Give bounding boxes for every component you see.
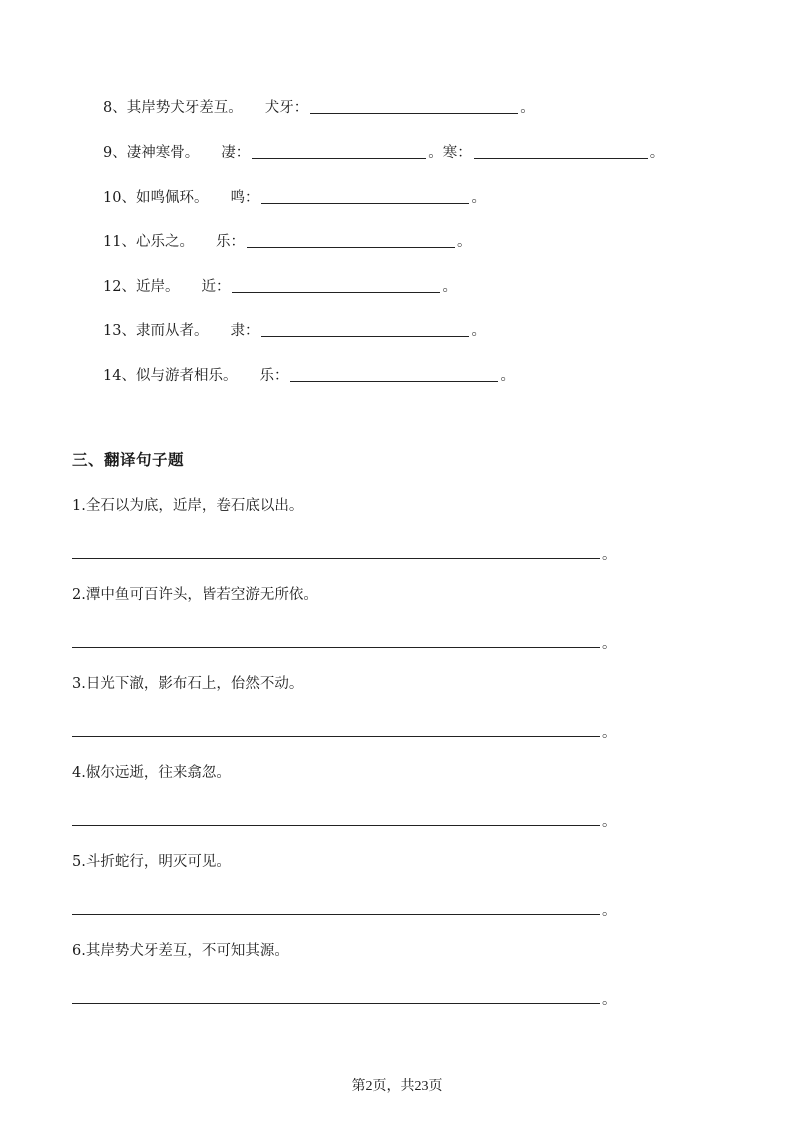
section-title: 三、翻译句子题 xyxy=(72,451,185,469)
answer-end-period: 。 xyxy=(602,903,617,919)
vocab-term: 近： xyxy=(201,279,231,295)
answer-end-period: 。 xyxy=(602,636,617,652)
vocab-sentence: 14、似与游者相乐。 xyxy=(103,368,238,384)
answer-blank[interactable] xyxy=(247,247,455,248)
vocab-period: 。 xyxy=(520,100,535,116)
translation-question-6: 6.其岸势犬牙差互，不可知其源。 xyxy=(72,943,289,959)
vocab-sentence: 12、近岸。 xyxy=(103,279,180,295)
vocab-item-9 xyxy=(103,139,664,163)
vocab-sentence: 11、心乐之。 xyxy=(103,234,194,250)
answer-line-3[interactable] xyxy=(72,736,600,737)
vocab-sentence: 9、凄神寒骨。 xyxy=(103,145,200,161)
vocab-item-11 xyxy=(103,228,471,252)
translation-question-5: 5.斗折蛇行，明灭可见。 xyxy=(72,854,231,870)
vocab-item-13 xyxy=(103,317,486,341)
page-footer: 第2页，共23页 xyxy=(351,1079,443,1094)
vocab-term: 鸣： xyxy=(230,190,260,206)
translation-question-3: 3.日光下澈，影布石上，佁然不动。 xyxy=(72,676,304,692)
translation-question-1: 1.全石以为底，近岸，卷石底以出。 xyxy=(72,498,304,514)
vocab-term: 凄： xyxy=(221,145,251,161)
vocab-sentence: 8、其岸势犬牙差互。 xyxy=(103,100,243,116)
answer-line-5[interactable] xyxy=(72,914,600,915)
answer-blank[interactable] xyxy=(261,336,469,337)
vocab-term: 乐： xyxy=(259,368,289,384)
vocab-term: 犬牙： xyxy=(264,100,309,116)
translation-question-4: 4.俶尔远逝，往来翕忽。 xyxy=(72,765,231,781)
answer-line-6[interactable] xyxy=(72,1003,600,1004)
answer-line-2[interactable] xyxy=(72,647,600,648)
vocab-sentence: 13、隶而从者。 xyxy=(103,323,209,339)
answer-blank[interactable] xyxy=(290,381,498,382)
translation-question-2: 2.潭中鱼可百许头，皆若空游无所依。 xyxy=(72,587,318,603)
vocab-sentence: 10、如鸣佩环。 xyxy=(103,190,209,206)
vocab-period: 。 xyxy=(456,234,472,250)
vocab-item-8 xyxy=(103,94,535,118)
vocab-item-10 xyxy=(103,184,486,208)
answer-line-4[interactable] xyxy=(72,825,600,826)
answer-blank[interactable] xyxy=(261,203,469,204)
vocab-period: 。 xyxy=(442,279,457,295)
vocab-item-14 xyxy=(103,362,515,386)
answer-blank[interactable] xyxy=(474,158,648,159)
answer-blank[interactable] xyxy=(310,113,518,114)
answer-blank[interactable] xyxy=(232,292,440,293)
answer-end-period: 。 xyxy=(602,814,617,830)
vocab-term: 隶： xyxy=(230,323,260,339)
vocab-term: 乐： xyxy=(215,234,245,250)
answer-end-period: 。 xyxy=(602,725,617,741)
vocab-item-12 xyxy=(103,273,457,297)
answer-line-1[interactable] xyxy=(72,558,600,559)
answer-blank[interactable] xyxy=(252,158,426,159)
answer-end-period: 。 xyxy=(602,992,617,1008)
vocab-period: 。 xyxy=(428,145,443,161)
vocab-period: 。 xyxy=(471,190,486,206)
vocab-period: 。 xyxy=(649,145,665,161)
answer-end-period: 。 xyxy=(602,547,617,563)
vocab-term: 寒： xyxy=(442,145,472,161)
vocab-period: 。 xyxy=(471,323,486,339)
vocab-period: 。 xyxy=(500,368,515,384)
